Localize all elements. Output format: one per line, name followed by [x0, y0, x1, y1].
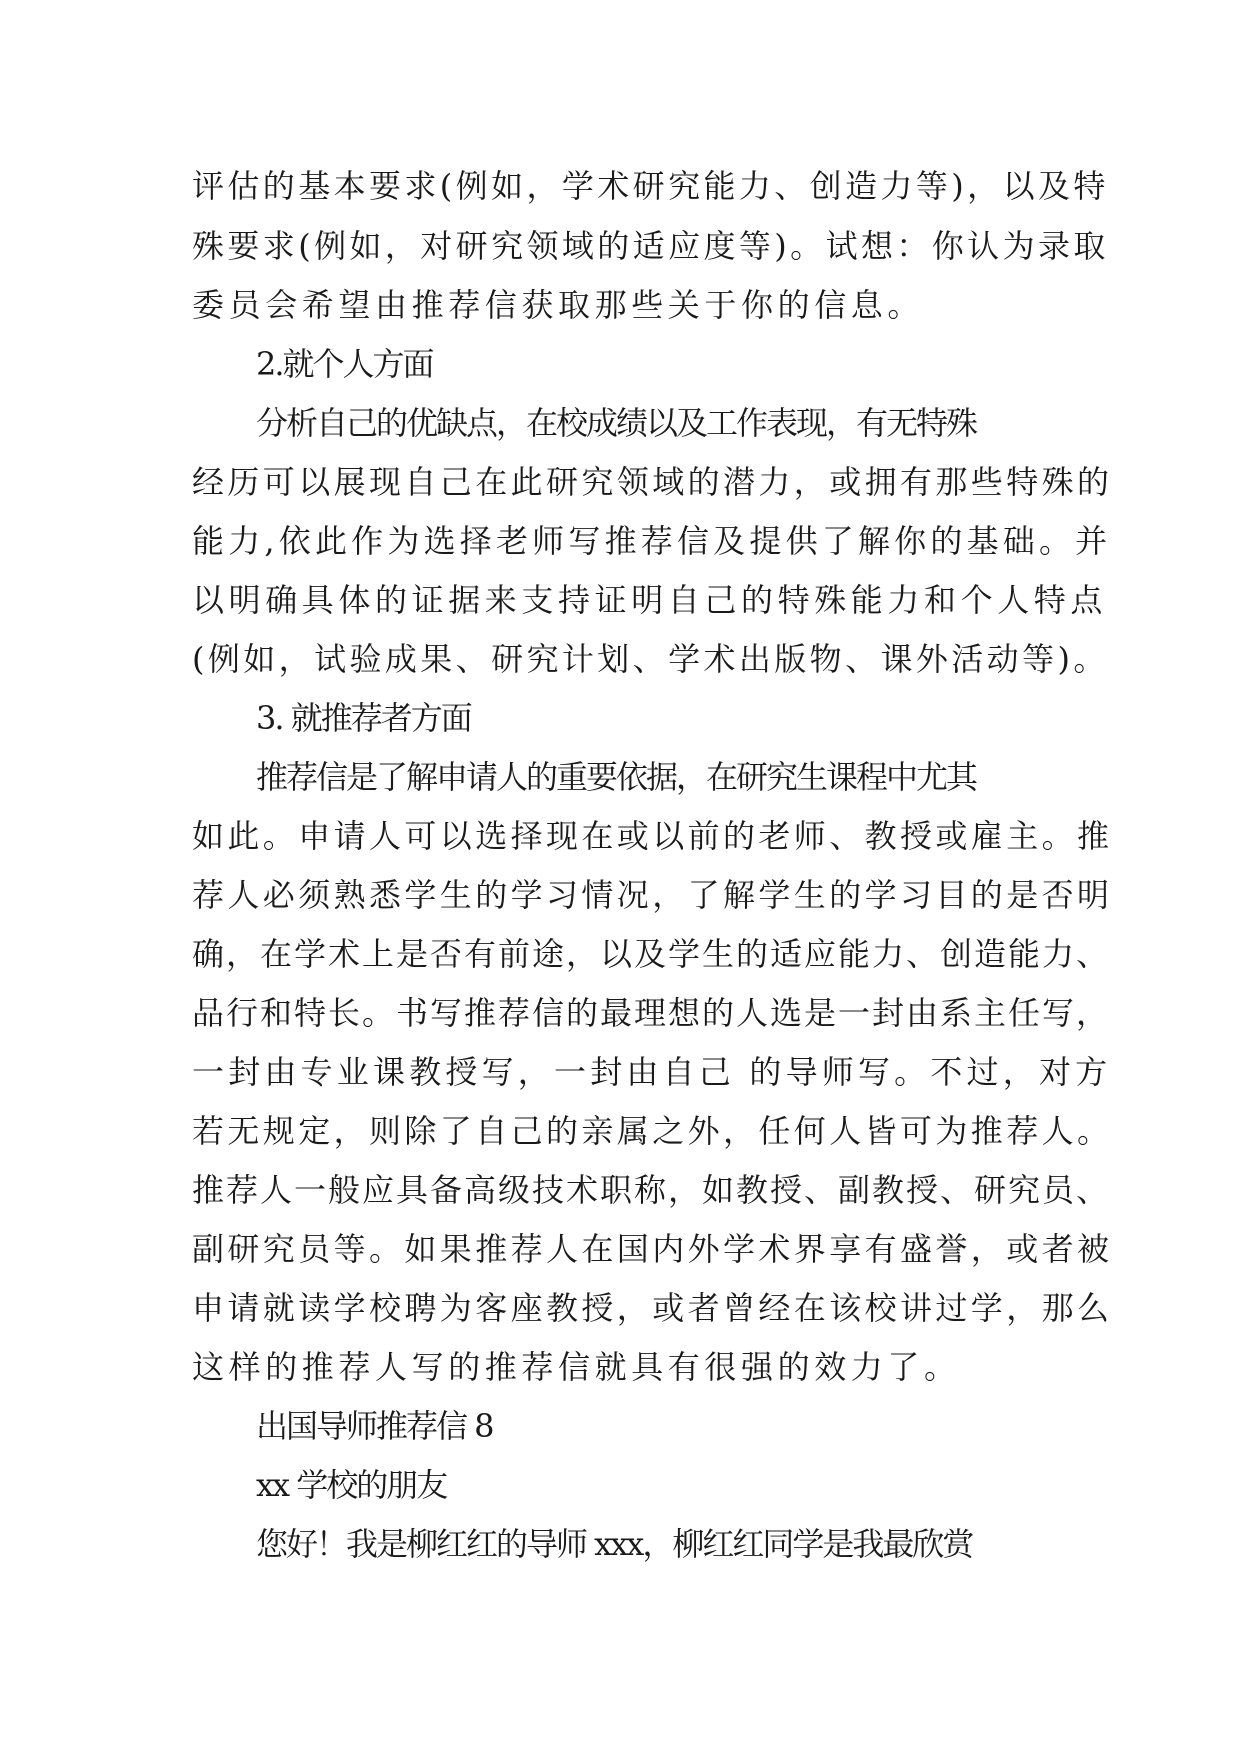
letter-salutation: xx 学校的朋友 [256, 1466, 447, 1504]
section-heading: 2.就个人方面 [256, 345, 433, 383]
paragraph-line: 经历可以展现自己在此研究领域的潜力，或拥有那些特殊的 [192, 463, 1113, 501]
paragraph-line: 委员会希望由推荐信获取那些关于你的信息。 [192, 286, 925, 324]
paragraph-line: 推荐信是了解申请人的重要依据，在研究生课程中尤其 [256, 758, 977, 796]
paragraph-line: 评估的基本要求(例如，学术研究能力、创造力等)，以及特 [192, 167, 1109, 205]
paragraph-line: 分析自己的优缺点，在校成绩以及工作表现，有无特殊 [256, 404, 977, 442]
paragraph-line: 这样的推荐人写的推荐信就具有很强的效力了。 [192, 1348, 961, 1386]
paragraph-line: 若无规定，则除了自己的亲属之外，任何人皆可为推荐人。 [192, 1112, 1113, 1150]
paragraph-line: 申请就读学校聘为客座教授，或者曾经在该校讲过学，那么 [192, 1289, 1113, 1327]
paragraph-line: 副研究员等。如果推荐人在国内外学术界享有盛誉，或者被 [192, 1230, 1113, 1268]
paragraph-line: (例如，试验成果、研究计划、学术出版物、课外活动等)。 [192, 640, 1109, 678]
paragraph-line: 荐人必须熟悉学生的学习情况，了解学生的学习目的是否明 [192, 876, 1113, 914]
paragraph-line: 以明确具体的证据来支持证明自己的特殊能力和个人特点 [192, 581, 1108, 619]
paragraph-line: 一封由专业课教授写，一封由自己 的导师写。不过，对方 [192, 1053, 1112, 1091]
section-heading: 3. 就推荐者方面 [256, 699, 471, 737]
paragraph-line: 您好！我是柳红红的导师 xxx，柳红红同学是我最欣赏 [256, 1525, 973, 1563]
paragraph-line: 如此。申请人可以选择现在或以前的老师、教授或雇主。推 [192, 817, 1113, 855]
paragraph-line: 能力,依此作为选择老师写推荐信及提供了解你的基础。并 [192, 522, 1112, 560]
paragraph-line: 推荐人一般应具备高级技术职称，如教授、副教授、研究员、 [192, 1171, 1111, 1209]
paragraph-line: 确，在学术上是否有前途，以及学生的适应能力、创造能力、 [192, 935, 1111, 973]
paragraph-line: 殊要求(例如，对研究领域的适应度等)。试想：你认为录取 [192, 227, 1109, 265]
paragraph-line: 品行和特长。书写推荐信的最理想的人选是一封由系主任写， [192, 994, 1111, 1032]
letter-title: 出国导师推荐信 8 [256, 1407, 493, 1445]
